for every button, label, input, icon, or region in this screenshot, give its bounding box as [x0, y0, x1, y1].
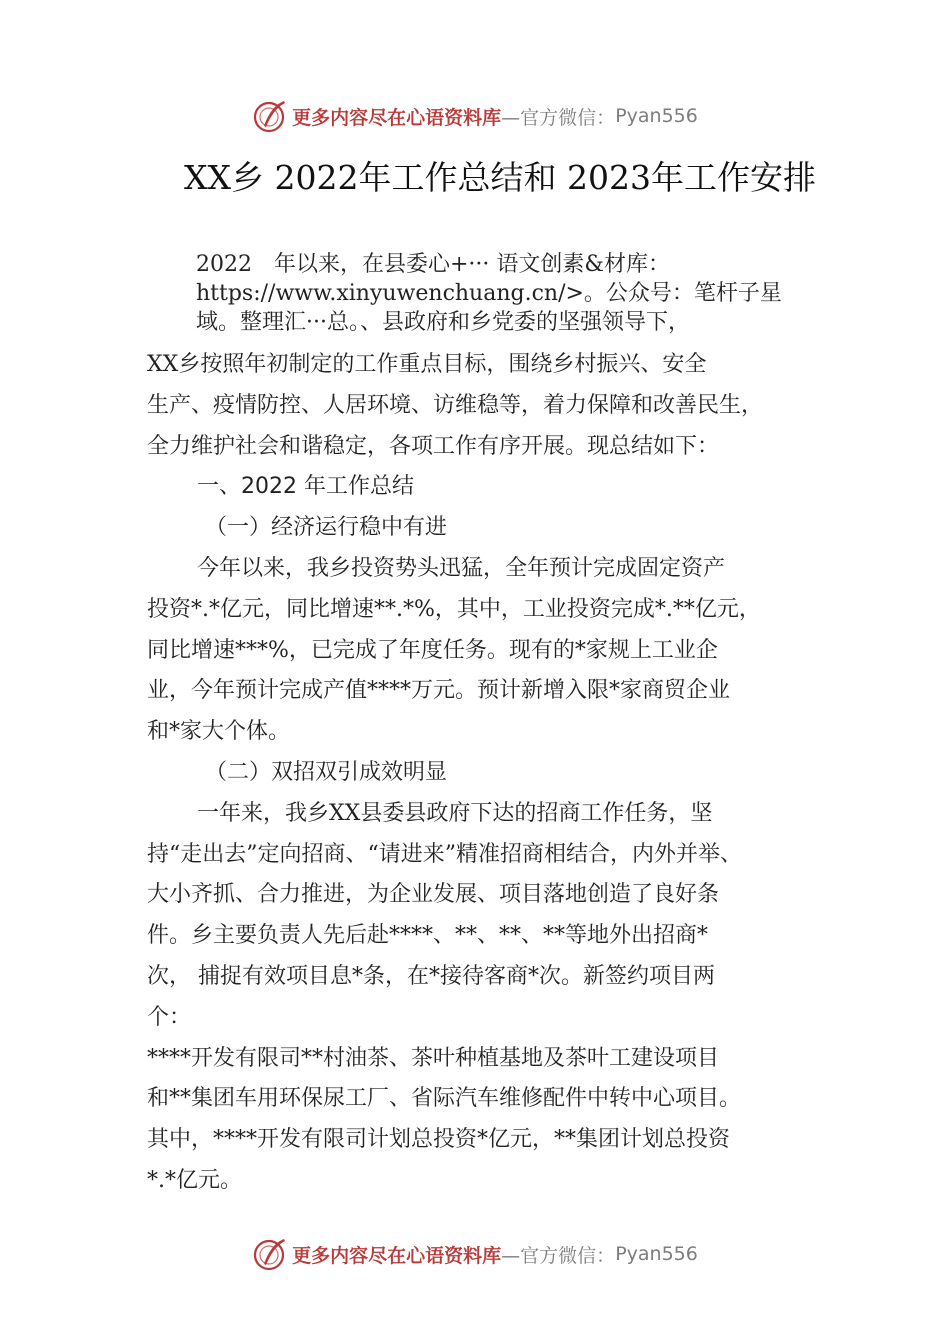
body-line: 其中，****开发有限司计划总投资*亿元，**集团计划总投资 [147, 1127, 731, 1153]
body-line: 和**集团车用环保尿工厂、省际汽车维修配件中转中心项目。 [147, 1086, 742, 1112]
document-title: XX乡 2022年工作总结和 2023年工作安排 [184, 158, 816, 197]
document-body [147, 345, 817, 1202]
body-line: 大小齐抓、合力推进，为企业发展、项目落地创造了良好条 [147, 882, 720, 908]
body-line: ****开发有限司**村油茶、茶叶种植基地及茶叶工建设项目 [147, 1045, 720, 1071]
watermark-text: 更多内容尽在心语资料库 [292, 106, 502, 129]
intro-line: 域。整理汇···总。、县政府和乡党委的坚强领导下， [196, 310, 690, 335]
quill-logo-icon [252, 98, 288, 134]
body-line: 同比增速***%，已完成了年度任务。现有的*家规上工业企 [147, 637, 718, 663]
watermark-wechat-label: —官方微信： [501, 1244, 616, 1267]
watermark-text: 更多内容尽在心语资料库 [292, 1244, 502, 1267]
body-line: 一年来，我乡XX县委县政府下达的招商工作任务，坚 [197, 800, 713, 826]
intro-paragraph [196, 250, 846, 337]
body-line: 今年以来，我乡投资势头迅猛，全年预计完成固定资产 [197, 555, 726, 581]
watermark-banner-top [0, 96, 950, 136]
intro-line: https://www.xinyuwenchuang.cn/>。公众号：笔杆子星 [196, 281, 782, 306]
watermark-wechat-id: Pyan556 [615, 105, 698, 127]
body-line: 投资*.*亿元，同比增速**.*%，其中，工业投资完成*.**亿元， [147, 596, 761, 622]
quill-logo-icon [252, 1236, 288, 1272]
body-line: *.*亿元。 [147, 1167, 242, 1193]
body-line: 个： [147, 1004, 192, 1030]
section-heading: 一、2022 年工作总结 [197, 474, 414, 500]
body-line: 次， 捕捉有效项目息*条，在*接待客商*次。新签约项目两 [147, 963, 715, 989]
watermark-wechat-label: —官方微信： [501, 106, 616, 129]
body-line: 件。乡主要负责人先后赴****、**、**、**等地外出招商* [147, 923, 709, 949]
body-line: 持“走出去”定向招商、“请进来”精准招商相结合，内外并举、 [147, 841, 742, 867]
subsection-heading: （二）双招双引成效明显 [205, 759, 448, 785]
intro-line: 2022 年以来，在县委心+··· 语文创素&材库： [196, 252, 670, 277]
watermark-wechat-id: Pyan556 [615, 1243, 698, 1265]
body-line: 全力维护社会和谐稳定，各项工作有序开展。现总结如下： [147, 433, 720, 459]
body-line: 生产、疫情防控、人居环境、访维稳等，着力保障和改善民生， [147, 392, 764, 418]
watermark-banner-bottom [0, 1234, 950, 1274]
body-line: 业，今年预计完成产值****万元。预计新增入限*家商贸企业 [147, 678, 731, 704]
subsection-heading: （一）经济运行稳中有进 [205, 515, 448, 541]
body-line: 和*家大个体。 [147, 719, 291, 745]
body-line: XX乡按照年初制定的工作重点目标，围绕乡村振兴、安全 [147, 352, 707, 377]
